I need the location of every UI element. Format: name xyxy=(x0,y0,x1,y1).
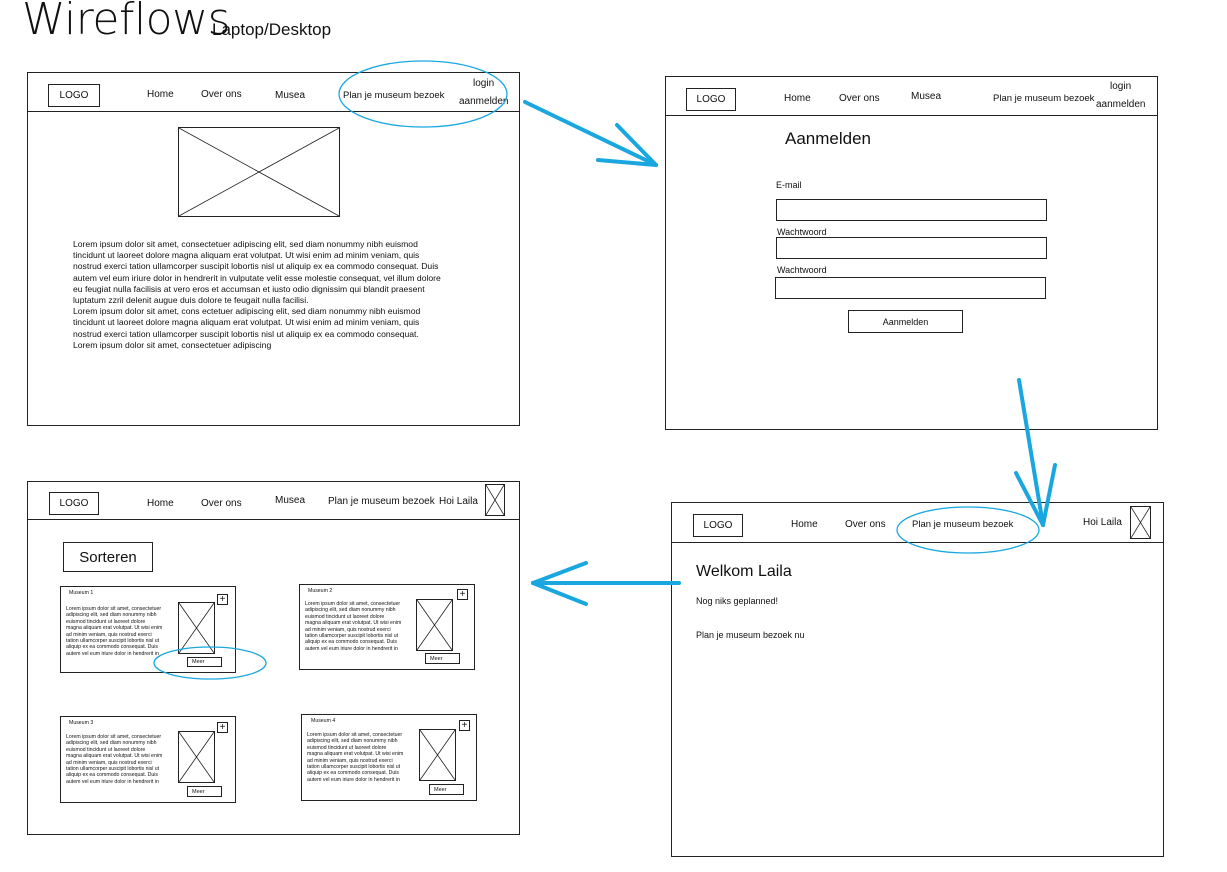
navbar xyxy=(28,482,519,520)
nav-musea[interactable]: Musea xyxy=(275,90,306,101)
card-line: Lorem ipsum dolor sit amet, consectetuer xyxy=(307,732,403,738)
card-image-placeholder xyxy=(419,729,456,781)
email-label: E-mail xyxy=(776,180,802,190)
nav-greeting[interactable]: Hoi Laila xyxy=(1083,517,1122,528)
nav-greeting[interactable]: Hoi Laila xyxy=(439,496,478,507)
page-title: Welkom Laila xyxy=(696,563,792,580)
card-line: ad minim veniam, quis nostrud exerci xyxy=(305,626,391,633)
museum-card[interactable] xyxy=(299,584,475,670)
card-image-placeholder xyxy=(178,731,215,783)
card-text xyxy=(307,732,419,783)
body-line: Lorem ipsum dolor sit amet, consectetuer adipiscing xyxy=(73,339,272,350)
image-placeholder-icon xyxy=(417,600,452,650)
avatar-placeholder[interactable] xyxy=(485,484,505,516)
page-title: Aanmelden xyxy=(785,129,872,148)
logo[interactable]: LOGO xyxy=(693,514,743,537)
card-line: magna aliquam erat volutpat. Ut wisi enim xyxy=(307,751,404,758)
status-text: Nog niks geplanned! xyxy=(696,596,779,606)
aanmelden-button[interactable]: Aanmelden xyxy=(848,310,963,333)
navbar xyxy=(28,73,519,112)
body-line: nostrud exerci tation ullamcorper suscipit lobortis nisl ut aliquip ex ea commodo consequat. Duis xyxy=(73,261,439,272)
body-line: luptatum zzril delenit augue duis dolore te feugait nulla facilisi. xyxy=(73,295,309,306)
body-line: tincidunt ut laoreet dolore magna aliquam erat volutpat. Ut wisi enim ad minim veniam, quis xyxy=(73,317,420,328)
wireframe-aanmelden xyxy=(665,76,1158,430)
body-line: Lorem ipsum dolor sit amet, consectetuer adipiscing elit, sed diam nonummy nibh euismod xyxy=(73,239,418,249)
avatar-icon xyxy=(1131,507,1150,538)
navbar xyxy=(666,77,1157,116)
card-title: Museum 4 xyxy=(311,718,336,724)
nav-over-ons[interactable]: Over ons xyxy=(845,519,886,530)
card-title: Museum 3 xyxy=(69,720,94,726)
wireframe-welkom xyxy=(671,502,1164,857)
arrow-right-icon xyxy=(525,102,656,165)
card-line: magna aliquam erat volutpat. Ut wisi enim xyxy=(305,620,402,627)
meer-button[interactable]: Meer xyxy=(187,657,222,667)
card-line: autem vel eum iriure dolor in hendrerit in xyxy=(66,778,159,785)
meer-button[interactable]: Meer xyxy=(425,653,460,664)
museum-card[interactable] xyxy=(60,716,236,803)
card-text xyxy=(66,606,176,657)
wireframe-home xyxy=(27,72,520,426)
sort-button[interactable]: Sorteren xyxy=(63,542,153,572)
card-line: aliquip ex ea commodo consequat. Duis xyxy=(307,770,399,777)
nav-plan-bezoek[interactable]: Plan je museum bezoek xyxy=(328,496,435,507)
password-field[interactable] xyxy=(776,237,1047,259)
nav-home[interactable]: Home xyxy=(147,498,174,509)
logo[interactable]: LOGO xyxy=(686,88,736,111)
card-line: tation ullamcorper suscipit lobortis nisl ut xyxy=(307,764,401,771)
body-text xyxy=(73,239,493,351)
museum-card[interactable] xyxy=(60,586,236,673)
navbar xyxy=(672,503,1163,543)
logo[interactable]: LOGO xyxy=(49,492,99,515)
card-line: magna aliquam erat volutpat. Ut wisi enim xyxy=(66,625,163,632)
meer-button[interactable]: Meer xyxy=(429,784,464,795)
body-line: Lorem ipsum dolor sit amet, cons ectetuer adipiscing elit, sed diam nonummy nibh euismod xyxy=(73,306,421,317)
logo[interactable]: LOGO xyxy=(48,84,100,107)
card-image-placeholder xyxy=(178,602,215,654)
card-line: Lorem ipsum dolor sit amet, consectetuer xyxy=(66,606,162,612)
body-line: eu feugiat nulla facilisis at vero eros et accumsan et iusto odio dignissim qui blandit praesent xyxy=(73,283,425,294)
add-icon[interactable]: + xyxy=(217,594,228,605)
nav-musea[interactable]: Musea xyxy=(911,91,942,102)
password-confirm-field[interactable] xyxy=(775,277,1046,299)
hero-image-placeholder xyxy=(178,127,340,217)
card-line: euismod tincidunt ut laoreet dolore xyxy=(66,746,146,753)
body-line: autem vel eum iriure dolor in hendrerit in vulputate velit esse molestie consequat, vel illum dolore xyxy=(73,272,441,283)
add-icon[interactable]: + xyxy=(217,722,228,733)
card-title: Museum 1 xyxy=(69,590,94,596)
card-line: tation ullamcorper suscipit lobortis nisl ut xyxy=(66,766,160,773)
card-text xyxy=(66,734,176,785)
image-placeholder-icon xyxy=(179,732,214,782)
plan-cta-link[interactable]: Plan je museum bezoek nu xyxy=(696,630,805,640)
card-line: euismod tincidunt ut laoreet dolore xyxy=(305,613,385,620)
card-line: adipiscing elit, sed diam nonummy nibh xyxy=(307,738,398,745)
card-line: Lorem ipsum dolor sit amet, consectetuer xyxy=(305,601,401,607)
nav-plan-bezoek[interactable]: Plan je museum bezoek xyxy=(993,93,1095,104)
nav-over-ons[interactable]: Over ons xyxy=(201,89,242,100)
card-line: adipiscing elit, sed diam nonummy nibh xyxy=(305,607,396,614)
nav-plan-bezoek[interactable]: Plan je museum bezoek xyxy=(912,519,1014,530)
card-image-placeholder xyxy=(416,599,453,651)
card-line: aliquip ex ea commodo consequat. Duis xyxy=(305,639,397,646)
card-title: Museum 2 xyxy=(308,588,333,594)
nav-login[interactable]: login xyxy=(1110,81,1132,92)
body-line: tincidunt ut laoreet dolore magna aliquam erat volutpat. Ut wisi enim ad minim veniam, quis xyxy=(73,250,420,261)
card-line: adipiscing elit, sed diam nonummy nibh xyxy=(66,612,157,619)
nav-home[interactable]: Home xyxy=(784,93,811,104)
avatar-icon xyxy=(486,485,504,515)
diagram-title: Wireflows xyxy=(22,0,231,45)
card-line: autem vel eum iriure dolor in hendrerit in xyxy=(305,645,398,652)
body-line: nostrud exerci tation ullamcorper suscipit lobortis nisl ut aliquip ex ea commodo consequat. xyxy=(73,328,419,339)
add-icon[interactable]: + xyxy=(457,589,468,600)
nav-aanmelden[interactable]: aanmelden xyxy=(459,96,509,107)
nav-aanmelden[interactable]: aanmelden xyxy=(1096,99,1146,110)
card-line: autem vel eum iriure dolor in hendrerit in xyxy=(66,650,159,657)
card-line: adipiscing elit, sed diam nonummy nibh xyxy=(66,740,157,747)
nav-home[interactable]: Home xyxy=(791,519,818,530)
museum-card[interactable] xyxy=(301,714,477,801)
card-line: aliquip ex ea commodo consequat. Duis xyxy=(66,772,158,779)
nav-over-ons[interactable]: Over ons xyxy=(201,498,242,509)
nav-over-ons[interactable]: Over ons xyxy=(839,93,880,104)
image-placeholder-icon xyxy=(179,603,214,653)
nav-plan-bezoek[interactable]: Plan je museum bezoek xyxy=(343,90,445,101)
card-line: magna aliquam erat volutpat. Ut wisi enim xyxy=(66,753,163,760)
card-line: Lorem ipsum dolor sit amet, consectetuer xyxy=(66,734,162,740)
password-label: Wachtwoord xyxy=(777,227,827,237)
card-line: ad minim veniam, quis nostrud exerci xyxy=(66,631,152,638)
nav-login[interactable]: login xyxy=(473,78,495,89)
arrow-left-icon xyxy=(533,563,679,604)
nav-musea[interactable]: Musea xyxy=(275,495,306,506)
diagram-subtitle: Laptop/Desktop xyxy=(212,20,332,39)
card-line: tation ullamcorper suscipit lobortis nisl ut xyxy=(305,633,399,640)
card-line: aliquip ex ea commodo consequat. Duis xyxy=(66,644,158,651)
email-field[interactable] xyxy=(776,199,1047,221)
wireframe-musea xyxy=(27,481,520,835)
card-text xyxy=(305,601,415,652)
image-placeholder-icon xyxy=(420,730,455,780)
nav-home[interactable]: Home xyxy=(147,89,174,100)
card-line: ad minim veniam, quis nostrud exerci xyxy=(307,757,393,764)
card-line: euismod tincidunt ut laoreet dolore xyxy=(66,618,146,625)
card-line: tation ullamcorper suscipit lobortis nisl ut xyxy=(66,638,160,645)
password-confirm-label: Wachtwoord xyxy=(777,265,827,275)
card-line: euismod tincidunt ut laoreet dolore xyxy=(307,744,387,751)
avatar-placeholder[interactable] xyxy=(1130,506,1151,539)
card-line: autem vel eum iriure dolor in hendrerit in xyxy=(307,776,400,783)
card-line: ad minim veniam, quis nostrud exerci xyxy=(66,759,152,766)
image-placeholder-icon xyxy=(179,128,339,216)
add-icon[interactable]: + xyxy=(459,720,470,731)
meer-button[interactable]: Meer xyxy=(187,786,222,797)
